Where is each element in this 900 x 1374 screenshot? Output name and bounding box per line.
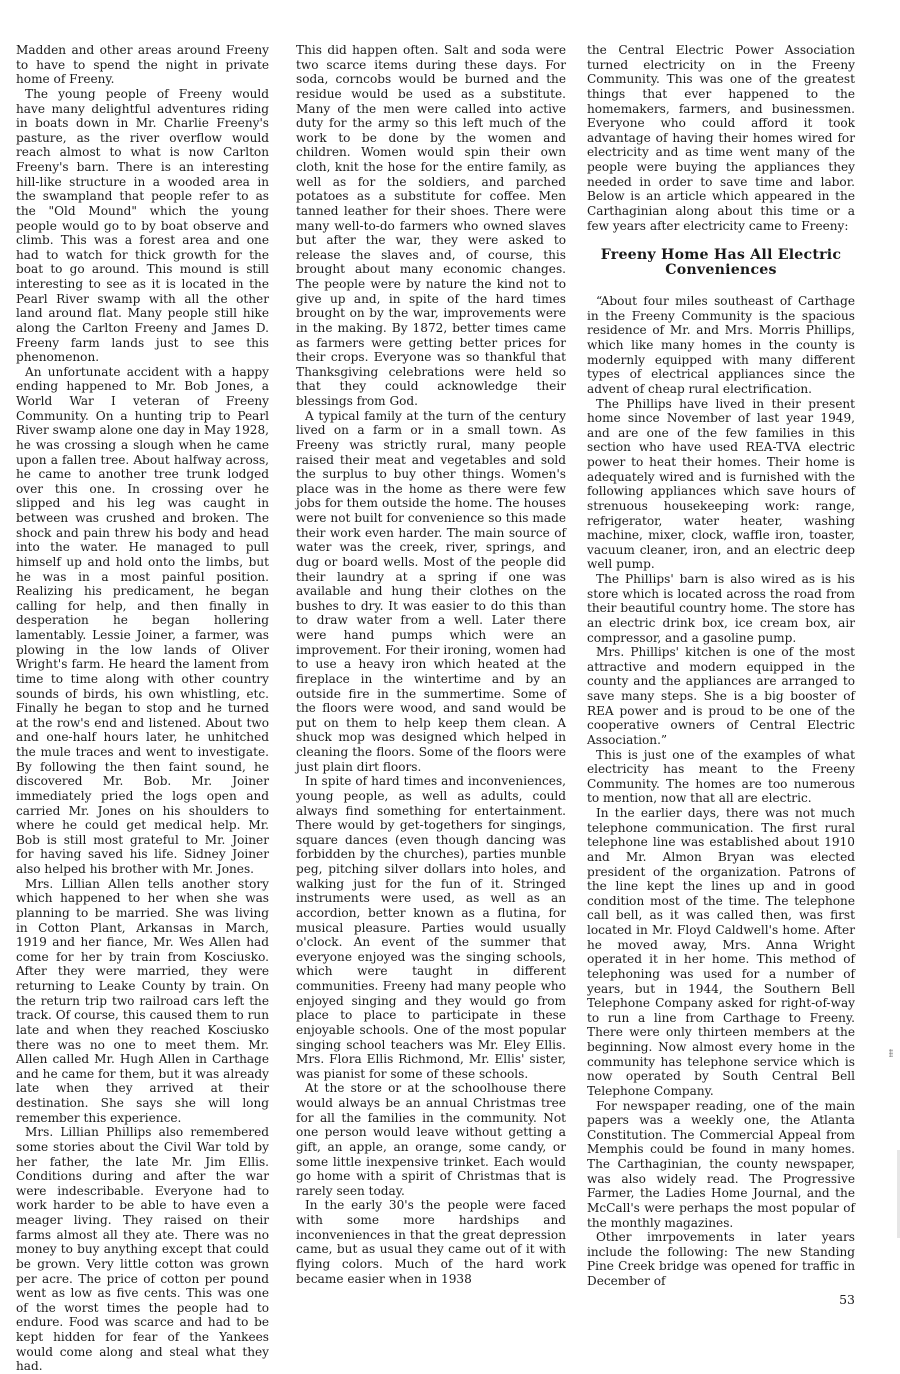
paragraph: In the early 30's the people were faced with some more hardships and inconveniences in that the great depression came, but as usual they came out of it with flying colors. Much of the hard work became easier when in 1938 (296, 1198, 566, 1286)
text-column-1 (16, 43, 269, 1374)
paragraph: The young people of Freeny would have many delightful adventures riding in boats down in Mr. Charlie Freeny's pasture, as the river overflow would reach almost to what is now Carlton Freeny's barn. There is an interesting hill-like structure in a wooded area in the swampland that people refer to as the "Old Mound" which the young people would go to by boat observe and climb. This was a forest area and one had to watch for thick growth for the boat to go around. This mound is still interesting to see as it is located in the Pearl River swamp with all the other land around flat. Many people still hike along the Carlton Freeny and James D. Freeny farm lands just to see this phenomenon. (16, 86, 269, 365)
paragraph: Madden and other areas around Freeny to have to spend the night in private home of Freeny. (16, 43, 269, 87)
paragraph: In spite of hard times and inconveniences, young people, as well as adults, could always find something for entertainment. There would by get-togethers for singings, square dances (even though dancing was forbidden by the churches), parties munble peg, pitching silver dollars into holes, and walking just for the fun of it. Stringed instruments were used, as well as an accordion, better known as a flutina, for musical pleasure. Parties would usually o'clock. An event of the summer that everyone enjoyed was the singing schools, which were taught in different communities. Freeny had many people who enjoyed singing and they would go from place to place to participate in these enjoyable schools. One of the most popular singing school teachers was Mr. Eley Ellis. Mrs. Flora Ellis Richmond, Mr. Ellis' sister, was pianist for some of these schools. (296, 774, 566, 1081)
paragraph: An unfortunate accident with a happy ending happened to Mr. Bob Jones, a World War I veteran of Freeny Community. On a hunting trip to Pearl River swamp alone one day in May 1928, he was crossing a slough when he came upon a fallen tree. About halfway across, he came to another tree trunk lodged over this one. In crossing over he slipped and his leg was caught in between was crushed and broken. The shock and pain threw his body and head into the water. He managed to pull himself up and hold onto the limbs, but he was in a most painful position. Realizing his predicament, he began calling for help, and then finally in desperation he began hollering lamentably. Lessie Joiner, a farmer, was plowing in the low lands of Oliver Wright's farm. He heard the lament from time to time along with other country sounds of birds, his own whistling, etc. Finally he began to stop and he turned at the row's end and listened. About two and one-half hours later, he unhitched the mule traces and went to investigate. By following the then faint sound, he discovered Mr. Bob. Mr. Joiner immediately pried the logs open and carried Mr. Jones on his shoulders to where he could get medical help. Mr. Bob is still most grateful to Mr. Joiner for having saved his life. Sidney Joiner also helped his brother with Mr. Jones. (16, 364, 269, 876)
paragraph: Mrs. Phillips' kitchen is one of the most attractive and modern equipped in the county and the appliances are arranged to save many steps. She is a big booster of REA power and is proud to be one of the cooperative owners of Central Electric Association.” (587, 645, 855, 747)
paragraph: In the earlier days, there was not much telephone communication. The first rural telephone line was established about 1910 and Mr. Almon Bryan was elected president of the organization. Patrons of the line kept the lines up and in good condition most of the time. The telephone call bell, as it was called then, was first located in Mr. Floyd Caldwell's home. After he moved away, Mrs. Anna Wright operated it in her home. This method of telephoning was used for a number of years, but in 1944, the Southern Bell Telephone Company asked for right-of-way to run a line from Carthage to Freeny. There were only thirteen members at the beginning. Now almost every home in the community has telephone service which is now operated by South Central Bell Telephone Company. (587, 806, 855, 1098)
paragraph: This is just one of the examples of what electricity has meant to the Freeny Community. The homes are too numerous to mention, now that all are electric. (587, 747, 855, 806)
paragraph: This did happen often. Salt and soda were two scarce items during these days. For soda, corncobs would be burned and the residue would be used as a substitute. Many of the men were called into active duty for the army so this left much of the work to be done by the women and children. Women would spin their own cloth, knit the hose for the entire family, as well as for the soldiers, and parched potatoes as a substitute for coffee. Men tanned leather for their shoes. There were many well-to-do farmers who owned slaves but after the war, they were asked to release the slaves and, of course, this brought about many economic changes. The people were by nature the kind not to give up and, in spite of the hard times brought on by the war, improvements were in the making. By 1872, better times came as farmers were getting better prices for their crops. Everyone was so thankful that Thanksgiving celebrations were held so that they could acknowledge their blessings from God. (296, 43, 566, 408)
paragraph: The Phillips have lived in their present home since November of last year 1949, and are one of the few families in this section who have used REA-TVA electric power to heat their homes. Their home is adequately wired and is furnished with the following appliances which save hours of strenuous housekeeping work: range, refrigerator, water heater, washing machine, mixer, clock, waffle iron, toaster, vacuum cleaner, iron, and an electric deep well pump. (587, 396, 855, 572)
paragraph: Mrs. Lillian Allen tells another story which happened to her when she was planning to be married. She was living in Cotton Plant, Arkansas in March, 1919 and her fiance, Mr. Wes Allen had come for her by train from Kosciusko. After they were married, they were returning to Leake County by train. On the return trip two railroad cars left the track. Of course, this caused them to run late and when they reached Kosciusko there was no one to meet them. Mr. Allen called Mr. Hugh Allen in Carthage and he came for them, but it was already late when they arrived at their destination. She says she will long remember this experience. (16, 876, 269, 1125)
text-column-2 (296, 43, 566, 1286)
article-heading: Freeny Home Has All Electric Conveniences (600, 247, 842, 278)
paragraph: the Central Electric Power Association turned electricity on in the Freeny Community. This was one of the greatest things that ever happened to the homemakers, farmers, and businessmen. Everyone who could afford it took advantage of having their homes wired for electricity and as time went many of the people were buying the appliances they needed in order to save time and labor. Below is an article which appeared in the Carthaginian along about this time or a few years after electricity came to Freeny: (587, 43, 855, 233)
text-column-3 (587, 43, 855, 1307)
paragraph: The Phillips' barn is also wired as is his store which is located across the road from their beautiful country home. The store has an electric drink box, ice cream box, air compressor, and a gasoline pump. (587, 572, 855, 645)
paragraph: A typical family at the turn of the century lived on a farm or in a small town. As Freeny was strictly rural, many people raised their meat and vegetables and sold the surplus to buy other things. Women's place was in the home as there were few jobs for them outside the home. The houses were not built for convenience so this made their work even harder. The main source of water was the creek, river, springs, and dug or board wells. Most of the people did their laundry at a spring if one was available and hung their clothes on the bushes to dry. It was easier to do this than to draw water from a well. Later there were hand pumps which were an improvement. For their ironing, women had to use a heavy iron which heated at the fireplace in the wintertime and by an outside fire in the summertime. Some of the floors were wood, and sand would be put on them to help keep them clean. A shuck mop was designed which helped in cleaning the floors. Some of the floors were just plain dirt floors. (296, 408, 566, 774)
scan-smudge (889, 1049, 893, 1057)
page-number: 53 (839, 1291, 855, 1307)
paragraph: Other imrpovements in later years include the following: The new Standing Pine Creek bridge was opened for traffic in December of (587, 1230, 855, 1288)
paragraph: At the store or at the schoolhouse there would always be an annual Christmas tree for all the families in the community. Not one person would leave without getting a gift, an apple, an orange, some candy, or some little inexpensive trinket. Each would go home with a spirit of Christmas that is rarely seen today. (296, 1081, 566, 1198)
paragraph: “About four miles southeast of Carthage in the Freeny Community is the spacious residence of Mr. and Mrs. Morris Phillips, which like many homes in the county is modernly equipped with many different types of electrical appliances since the advent of cheap rural electrification. (587, 294, 855, 396)
paragraph: Mrs. Lillian Phillips also remembered some stories about the Civil War told by her father, the late Mr. Jim Ellis. Conditions during and after the war were indescribable. Everyone had to work harder to be able to have even a meager living. They raised on their farms almost all they ate. There was no money to buy anything except that could be grown. Very little cotton was grown per acre. The price of cotton per pound went as low as five cents. This was one of the worst times the people had to endure. Food was scarce and had to be kept hidden for fear of the Yankees would come along and steal what they had. (16, 1125, 269, 1374)
paragraph: For newspaper reading, one of the main papers was a weekly one, the Atlanta Constitution. The Commercial Appeal from Memphis could be found in many homes. The Carthaginian, the county newspaper, was also widely read. The Progressive Farmer, the Ladies Home Journal, and the McCall's were perhaps the most popular of the monthly magazines. (587, 1098, 855, 1230)
